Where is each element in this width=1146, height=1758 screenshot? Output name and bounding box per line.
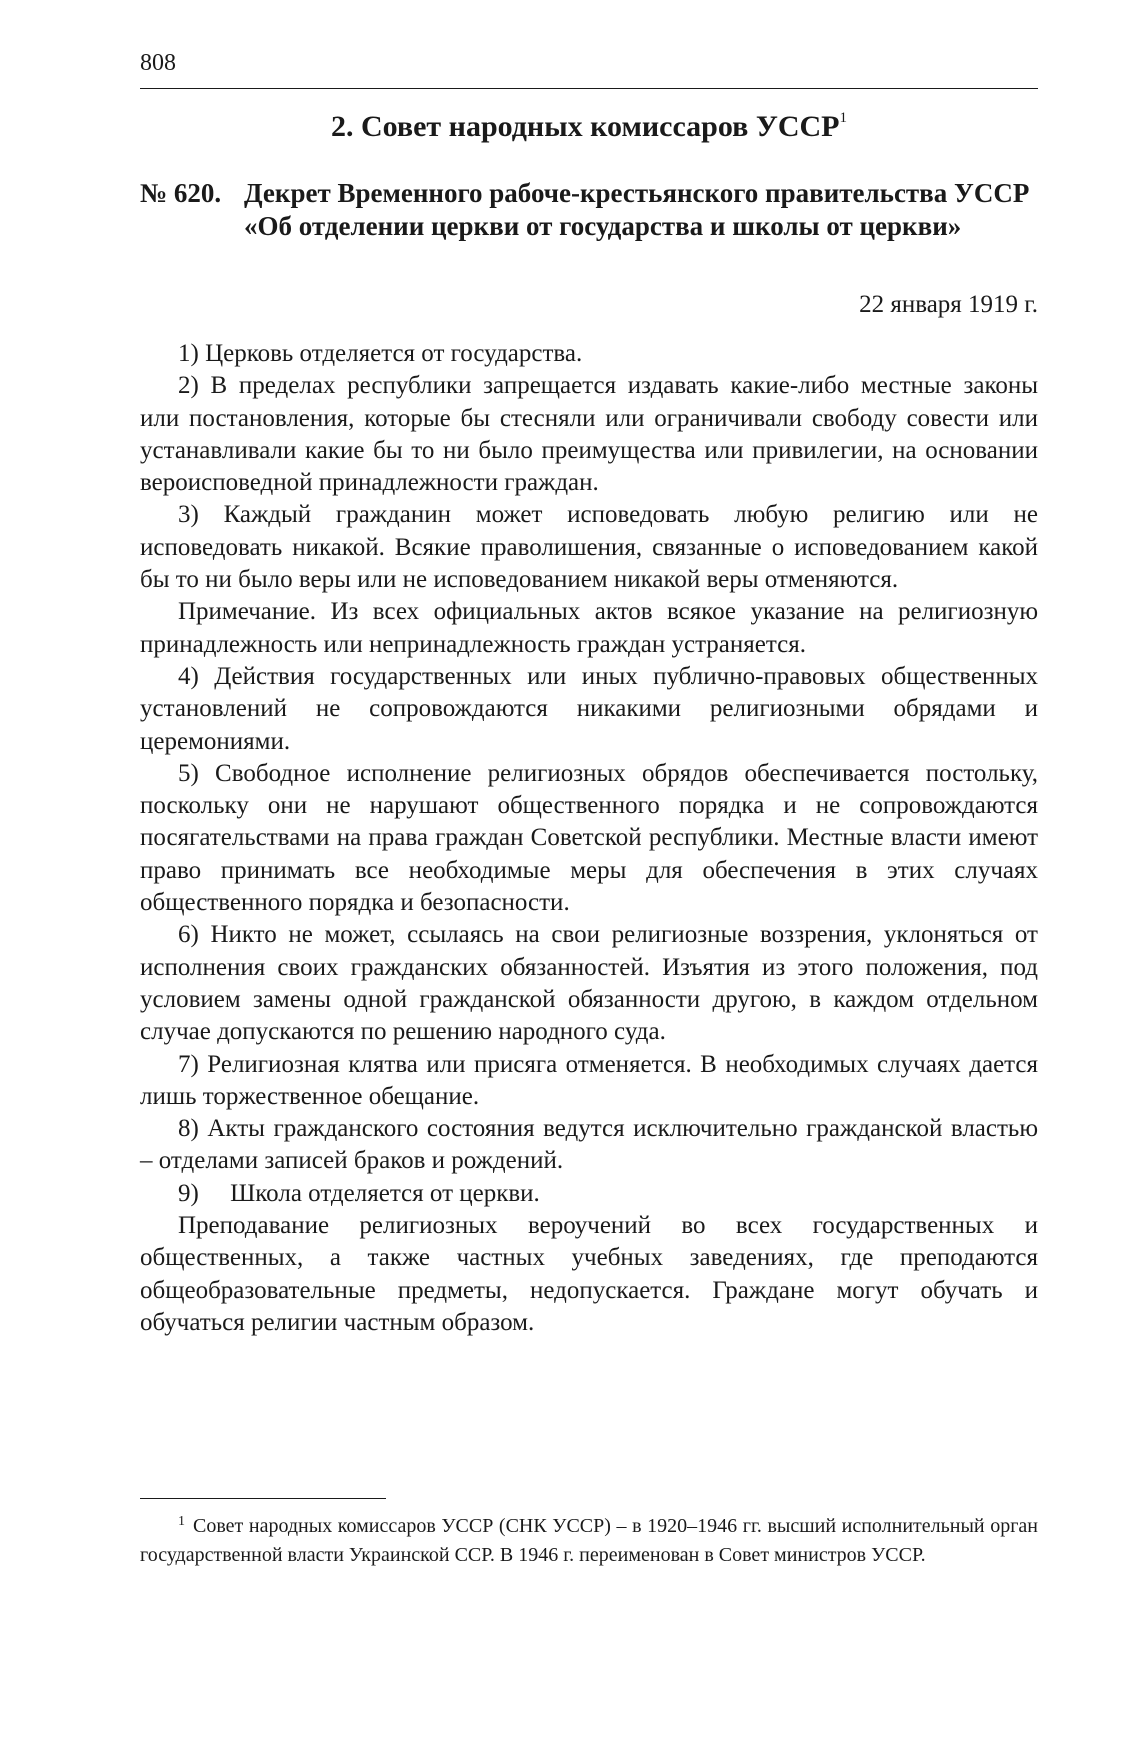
paragraph-9: 9) Школа отделяется от церкви. — [178, 1179, 540, 1207]
page-number: 808 — [140, 50, 176, 76]
paragraph-3: 3) Каждый гражданин может исповедовать любую религию или не исповедовать никакой. Всякие праволишения, связанные о исповедованием какой бы то ни было веры или не исповедованием никакой веры отменяются. — [140, 501, 1038, 594]
paragraph-7: 7) Религиозная клятва или присяга отменяется. В необходимых случаях дается лишь торжественное обещание. — [140, 1050, 1038, 1110]
footnote-text: Совет народных комиссаров УССР (СНК УССР) – в 1920–1946 гг. высший исполнительный орган государственной власти Украинской ССР. В 1946 г. переименован в Совет министров УССР. — [140, 1515, 1038, 1566]
document-date: 22 января 1919 г. — [859, 291, 1038, 318]
paragraph-8: 8) Акты гражданского состояния ведутся исключительно гражданской властью – отделами записей браков и рождений. — [140, 1115, 1038, 1175]
paragraph-note: Примечание. Из всех официальных актов всякое указание на религиозную принадлежность или непринадлежность граждан устраняется. — [140, 598, 1038, 658]
header-rule — [140, 88, 1038, 89]
footnote-marker: 1 — [178, 1514, 185, 1529]
section-title-text: 2. Совет народных комиссаров УССР — [330, 110, 840, 143]
document-number: № 620. — [140, 178, 222, 208]
document-title: Декрет Временного рабоче-крестьянского правительства УССР «Об отделении церкви от государства и школы от церкви» — [244, 178, 1030, 241]
document-heading — [140, 177, 1038, 243]
document-body — [140, 338, 1038, 1339]
footnote-rule — [140, 1498, 386, 1499]
footnote-reference: 1 — [839, 110, 847, 126]
paragraph-5: 5) Свободное исполнение религиозных обрядов обеспечивается постольку, поскольку они не нарушают общественного порядка и не сопровождаются посягательствами на права граждан Советской республики. Местные власти имеют право принимать все необходимые меры для обеспечения в этих случаях общественного порядка и безопасности. — [140, 759, 1038, 917]
paragraph-2: 2) В пределах республики запрещается издавать какие-либо местные законы или постановления, которые бы стесняли или ограничивали свободу совести или устанавливали какие бы то ни было преимущества или привилегии, на основании вероисповедной принадлежности граждан. — [140, 372, 1038, 497]
section-title — [140, 108, 1038, 146]
footnote — [140, 1512, 1038, 1570]
paragraph-9-continuation: Преподавание религиозных вероучений во всех государственных и общественных, а также частных учебных заведениях, где преподаются общеобразовательные предметы, недопускается. Граждане могут обучать и обучаться религии частным образом. — [140, 1212, 1038, 1336]
paragraph-1: 1) Церковь отделяется от государства. — [178, 340, 583, 367]
paragraph-4: 4) Действия государственных или иных публично-правовых общественных установлений не сопровождаются никакими религиозными обрядами и церемониями. — [140, 662, 1038, 755]
paragraph-6: 6) Никто не может, ссылаясь на свои религиозные воззрения, уклоняться от исполнения своих гражданских обязанностей. Изъятия из этого положения, под условием замены одной гражданской обязанности другою, в каждом отдельном случае допускаются по решению народного суда. — [140, 921, 1038, 1046]
